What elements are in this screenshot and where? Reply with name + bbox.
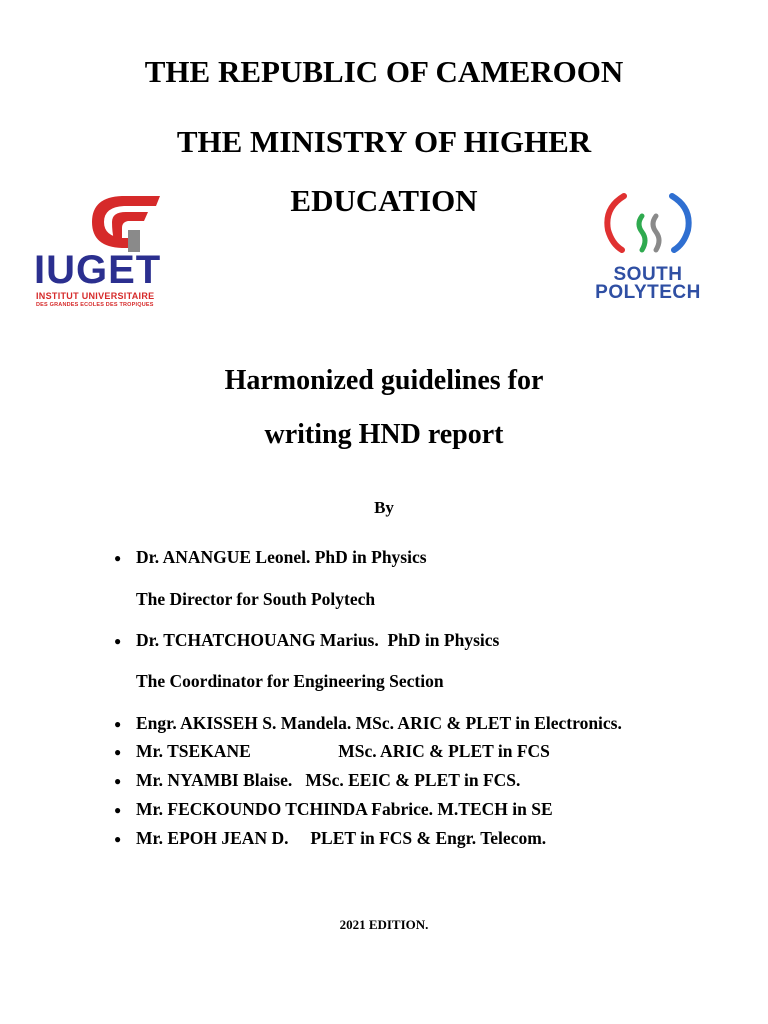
contributor-item: Engr. AKISSEH S. Mandela. MSc. ARIC & PLET in Electronics. <box>136 713 622 733</box>
south-polytech-line-1: SOUTH <box>613 264 683 285</box>
header-line-1: THE REPUBLIC OF CAMEROON <box>144 54 624 89</box>
bullet-icon: ● <box>114 803 122 817</box>
bullet-icon: ● <box>114 634 122 648</box>
header-line-3: EDUCATION <box>290 183 478 218</box>
by-label: By <box>374 498 394 517</box>
edition-label: 2021 EDITION. <box>339 917 429 932</box>
contributor-item: Mr. NYAMBI Blaise. MSc. EEIC & PLET in FCS. <box>136 770 521 790</box>
bullet-icon: ● <box>114 774 122 788</box>
iuget-subtitle-2: DES GRANDES ECOLES DES TROPIQUES <box>36 302 154 308</box>
south-polytech-logo <box>566 188 730 308</box>
bullet-icon: ● <box>114 551 122 565</box>
author-role: The Coordinator for Engineering Section <box>136 671 444 691</box>
iuget-logo <box>32 192 202 312</box>
header-line-2: THE MINISTRY OF HIGHER <box>176 124 592 159</box>
iuget-subtitle-1: INSTITUT UNIVERSITAIRE <box>36 291 155 301</box>
bullet-icon: ● <box>114 832 122 846</box>
contributor-item: Mr. EPOH JEAN D. PLET in FCS & Engr. Telecom. <box>136 828 547 848</box>
title-line-1: Harmonized guidelines for <box>224 365 544 396</box>
bullet-icon: ● <box>114 745 122 759</box>
author-role: The Director for South Polytech <box>136 589 376 609</box>
author-name: Dr. ANANGUE Leonel. PhD in Physics <box>136 547 427 567</box>
author-name: Dr. TCHATCHOUANG Marius. PhD in Physics <box>136 630 500 650</box>
south-polytech-line-2: POLYTECH <box>595 282 701 303</box>
iuget-name: IUGET <box>34 248 162 292</box>
bullet-icon: ● <box>114 717 122 731</box>
contributor-item: Mr. FECKOUNDO TCHINDA Fabrice. M.TECH in SE <box>136 799 553 819</box>
title-line-2: writing HND report <box>264 419 504 450</box>
contributor-item: Mr. TSEKANE MSc. ARIC & PLET in FCS <box>136 741 550 761</box>
south-polytech-emblem-icon <box>602 190 694 260</box>
iuget-emblem-icon <box>82 192 162 252</box>
